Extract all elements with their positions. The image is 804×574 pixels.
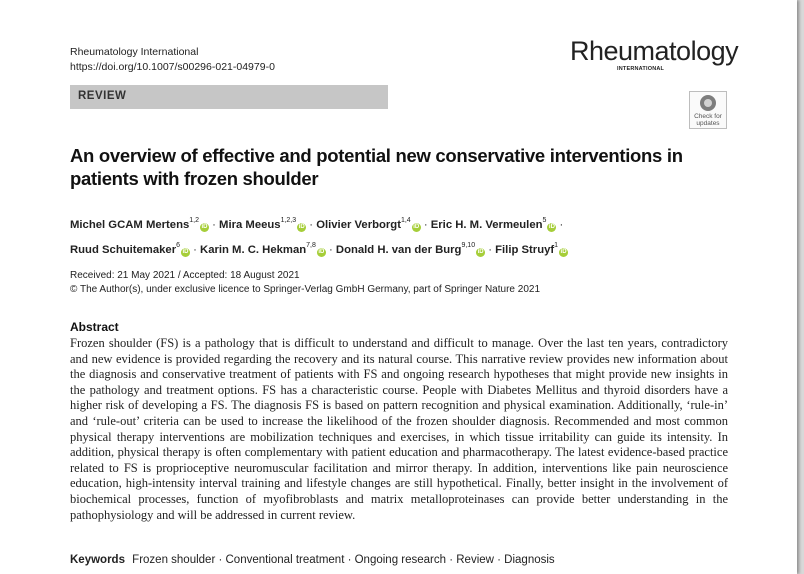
orcid-icon[interactable]: iD bbox=[201, 223, 208, 230]
author-affiliation: 1,2,3 bbox=[280, 217, 297, 224]
author-name: Olivier Verborgt bbox=[316, 218, 401, 231]
orcid-icon[interactable]: iD bbox=[318, 248, 325, 255]
author[interactable] bbox=[219, 219, 306, 231]
author-separator: · bbox=[209, 218, 220, 231]
check-for-updates-text: Check for updates bbox=[694, 113, 722, 127]
author[interactable] bbox=[316, 219, 421, 231]
author-separator: · bbox=[306, 218, 317, 231]
author[interactable] bbox=[200, 241, 326, 256]
author-name: Filip Struyf bbox=[495, 243, 555, 256]
doi-link[interactable]: https://doi.org/10.1007/s00296-021-04979-0 bbox=[70, 61, 275, 73]
article-type-label: REVIEW bbox=[78, 90, 127, 102]
author[interactable] bbox=[335, 241, 485, 256]
author-affiliation: 6 bbox=[176, 241, 180, 249]
check-for-updates-button[interactable] bbox=[689, 91, 727, 129]
author-affiliation: 1 bbox=[554, 241, 559, 249]
orcid-icon[interactable]: iD bbox=[298, 223, 305, 230]
author[interactable] bbox=[70, 241, 190, 256]
abstract-heading: Abstract bbox=[70, 320, 119, 334]
author-separator: · bbox=[485, 243, 496, 256]
orcid-icon[interactable]: iD bbox=[548, 223, 555, 230]
author-name: Ruud Schuitemaker bbox=[70, 243, 177, 256]
article-type-bar bbox=[70, 85, 388, 109]
keywords-text: Frozen shoulder · Conventional treatment · Ongoing research · Review · Diagnosis bbox=[132, 554, 555, 566]
orcid-icon[interactable]: iD bbox=[413, 223, 420, 230]
author-name: Mira Meeus bbox=[219, 218, 281, 231]
author[interactable] bbox=[70, 219, 209, 231]
keywords-line bbox=[70, 554, 555, 566]
author-affiliation: 1,2 bbox=[189, 217, 199, 224]
logo-sub-text: INTERNATIONAL bbox=[617, 66, 665, 72]
author[interactable] bbox=[495, 241, 568, 256]
journal-name: Rheumatology International bbox=[70, 46, 199, 58]
author-name: Donald H. van der Burg bbox=[335, 243, 462, 256]
author-name: Michel GCAM Mertens bbox=[70, 218, 190, 231]
paper-title: An overview of effective and potential new conservative interventions in patients with frozen shoulder bbox=[70, 145, 683, 189]
author-separator: · bbox=[325, 243, 336, 256]
copyright-notice: © The Author(s), under exclusive licence to Springer-Verlag GmbH Germany, part of Springer Nature 2021 bbox=[70, 284, 540, 295]
logo-main-text: Rheumatology bbox=[570, 36, 739, 66]
author[interactable] bbox=[431, 219, 557, 231]
received-accepted-dates: Received: 21 May 2021 / Accepted: 18 August 2021 bbox=[70, 270, 300, 281]
author-list bbox=[70, 211, 710, 261]
abstract-body: Frozen shoulder (FS) is a pathology that is difficult to understand and difficult to manage. Over the last ten years, contradictory and new evidence is provided regarding the recovery and its natural course. This narrative review provides new information about the diagnosis and conservative treatment of patients with FS and ongoing research hypotheses that might provide new insights in the pathology and treatment options. FS has a characteristic course. People with Diabetes Mellitus and thyroid disorders have a higher risk of developing a FS. The diagnosis FS is based on pattern recognition and physical examination. Additionally, ‘rule-in’ and ‘rule-out’ criteria can be used to increase the likelihood of the frozen shoulder diagnosis. Recommended and most common physical therapy interventions are mobilization techniques and exercises, in which tissue irritability can guide its intensity. In addition, physical therapy is often complementary with patient education and pharmacotherapy. The latest evidence-based practice related to FS is proprioceptive neuromuscular facilitation and mirror therapy. In addition, interventions like pain neuroscience education, high-intensity interval training and lifestyle changes are still hypothetical. Finally, better insight in the involvement of biochemical processes, function of myofibroblasts and matrix metalloproteinases can provide better understanding in the pathophysiology and will be addressed in current review. bbox=[70, 336, 728, 522]
orcid-icon[interactable]: iD bbox=[182, 248, 189, 255]
author-affiliation: 1,4 bbox=[400, 217, 411, 224]
author-separator: · bbox=[190, 243, 201, 256]
author-name: Karin M. C. Hekman bbox=[200, 243, 307, 256]
author-name: Eric H. M. Vermeulen bbox=[430, 218, 543, 231]
journal-logo bbox=[570, 36, 739, 72]
author-separator: · bbox=[420, 218, 431, 231]
orcid-icon[interactable]: iD bbox=[477, 248, 484, 255]
author-affiliation: 5 bbox=[542, 217, 547, 224]
orcid-icon[interactable]: iD bbox=[560, 248, 567, 255]
check-for-updates-icon bbox=[700, 95, 716, 111]
author-affiliation: 7,8 bbox=[306, 241, 316, 249]
author-separator: · bbox=[556, 218, 564, 231]
author-affiliation: 9,10 bbox=[461, 241, 476, 249]
keywords-label: Keywords bbox=[70, 554, 125, 566]
